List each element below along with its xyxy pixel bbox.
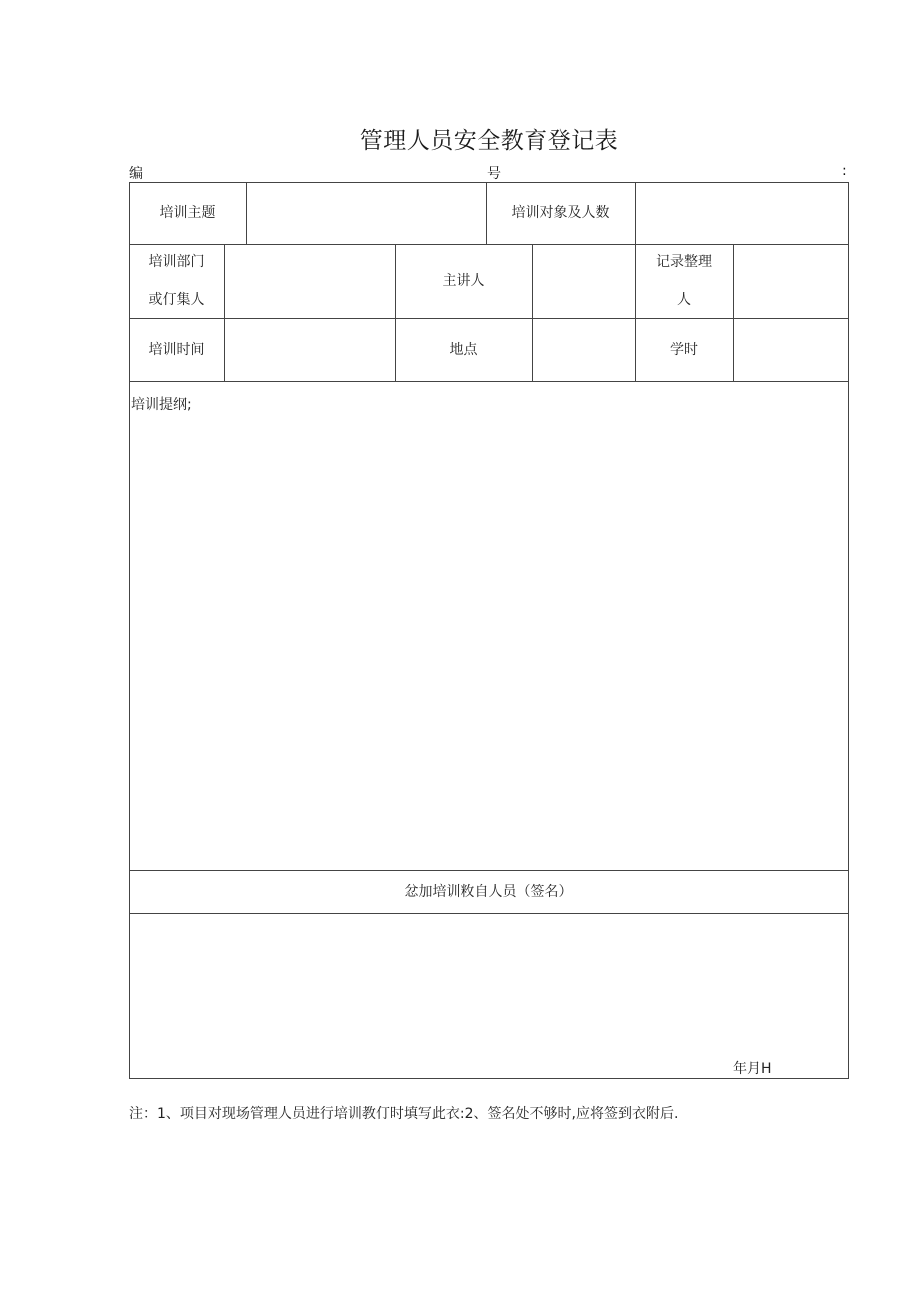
table-bottom-border (129, 1078, 848, 1079)
training-audience-field[interactable] (636, 182, 848, 244)
number-label-right: 号 (487, 166, 501, 182)
lecturer-field[interactable] (533, 244, 635, 318)
training-topic-label: 培训主题 (159, 205, 216, 221)
hours-label: 学时 (670, 341, 698, 358)
number-colon: : (842, 163, 847, 179)
training-dept-label-line1: 培训部门 (148, 254, 205, 270)
recorder-label-line2: 人 (677, 292, 691, 308)
signature-field[interactable] (135, 918, 843, 1053)
recorder-label (635, 244, 733, 318)
place-label: 地点 (449, 341, 478, 358)
training-time-field[interactable] (225, 318, 395, 381)
training-time-label: 培训时间 (148, 341, 205, 358)
training-dept-label (129, 244, 224, 318)
training-dept-field[interactable] (225, 244, 395, 318)
training-outline-field[interactable] (135, 420, 843, 865)
training-topic-field[interactable] (247, 182, 486, 244)
table-right-border (848, 182, 849, 1079)
recorder-label-line1: 记录整理 (656, 254, 712, 270)
hours-field[interactable] (734, 318, 848, 381)
training-audience-label: 培训对象及人数 (511, 205, 610, 221)
date-label: 年月H (733, 1061, 772, 1077)
lecturer-label: 主讲人 (442, 273, 485, 289)
number-label-left: 编 (129, 166, 143, 182)
place-field[interactable] (533, 318, 635, 381)
footnote: 注：1、项目对现场管理人员进行培训教仃时填写此衣:2、签名处不够时,应将签到衣附后. (129, 1106, 679, 1122)
form-title: 管理人员安全教育登记表 (359, 128, 619, 154)
recorder-field[interactable] (734, 244, 848, 318)
training-outline-label: 培训提纲; (131, 397, 192, 413)
signature-header: 忿加培训敉自人员（签名） (404, 883, 573, 900)
training-dept-label-line2: 或仃集人 (148, 292, 205, 308)
row-divider (129, 381, 848, 382)
row-divider (129, 913, 848, 914)
